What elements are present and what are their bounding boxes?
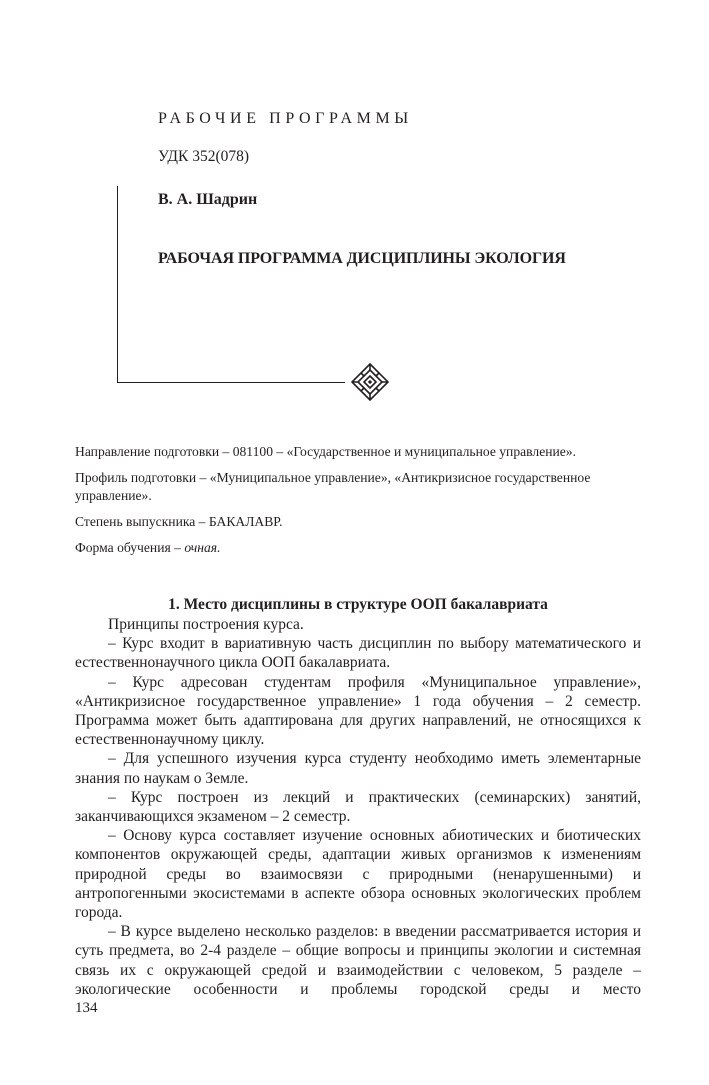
article-title: РАБОЧАЯ ПРОГРАММА ДИСЦИПЛИНЫ ЭКОЛОГИЯ	[158, 250, 566, 267]
author-name: В. А. Шадрин	[158, 191, 258, 208]
study-form-line	[75, 539, 641, 557]
profile-line: Профиль подготовки – «Муниципальное управление», «Антикризисное государственное управление».	[75, 470, 591, 503]
frame-vertical-rule	[117, 186, 118, 383]
section-heading: 1. Место дисциплины в структуре ООП бакалавриата	[168, 596, 548, 613]
direction-line: Направление подготовки – 081100 – «Государственное и муниципальное управление».	[75, 444, 577, 459]
study-form-label: Форма обучения –	[75, 540, 185, 555]
frame-horizontal-rule	[117, 382, 345, 383]
page-number: 134	[75, 1000, 98, 1016]
study-form-value: очная.	[184, 540, 221, 555]
paragraph: – Курс построен из лекций и практических (семинарских) занятий, заканчивающихся экзаменом – 2 семестр.	[75, 788, 641, 826]
degree-line: Степень выпускника – БАКАЛАВР.	[75, 514, 283, 529]
section-body	[75, 615, 641, 999]
paragraph: – Курс входит в вариативную часть дисциплин по выбору математического и естественнонаучного цикла ООП бакалавриата.	[75, 635, 641, 672]
paragraph: – Для успешного изучения курса студенту необходимо иметь элементарные знания по наукам о Земле.	[75, 750, 641, 787]
paragraph: – Курс адресован студентам профиля «Муниципальное управление», «Антикризисное государственное управление» 1 года обучения – 2 семестр. Программа может быть адаптирована для других направлений, не относящихся к естественнонаучному циклу.	[75, 673, 641, 749]
udk-code: УДК 352(078)	[158, 148, 250, 165]
paragraph: Принципы построения курса.	[108, 616, 304, 633]
ornament-icon	[350, 362, 390, 402]
section-label: РАБОЧИЕ ПРОГРАММЫ	[158, 110, 413, 127]
paragraph: – В курсе выделено несколько разделов: в введении рассматривается история и суть предмета, во 2-4 разделе – общие вопросы и принципы экологии и системная связь их с окружающей средой и взаимодействии с человеком, 5 разделе – экологические особенности и проблемы городской среды и место	[75, 923, 641, 998]
paragraph: – Основу курса составляет изучение основных абиотических и биотических компонентов окружающей среды, адаптации живых организмов к изменениям природной среды во взаимосвязи с природными (ненарушенными) и антропогенными экосистемами в аспекте обзора основных экологических проблем города.	[75, 827, 641, 922]
